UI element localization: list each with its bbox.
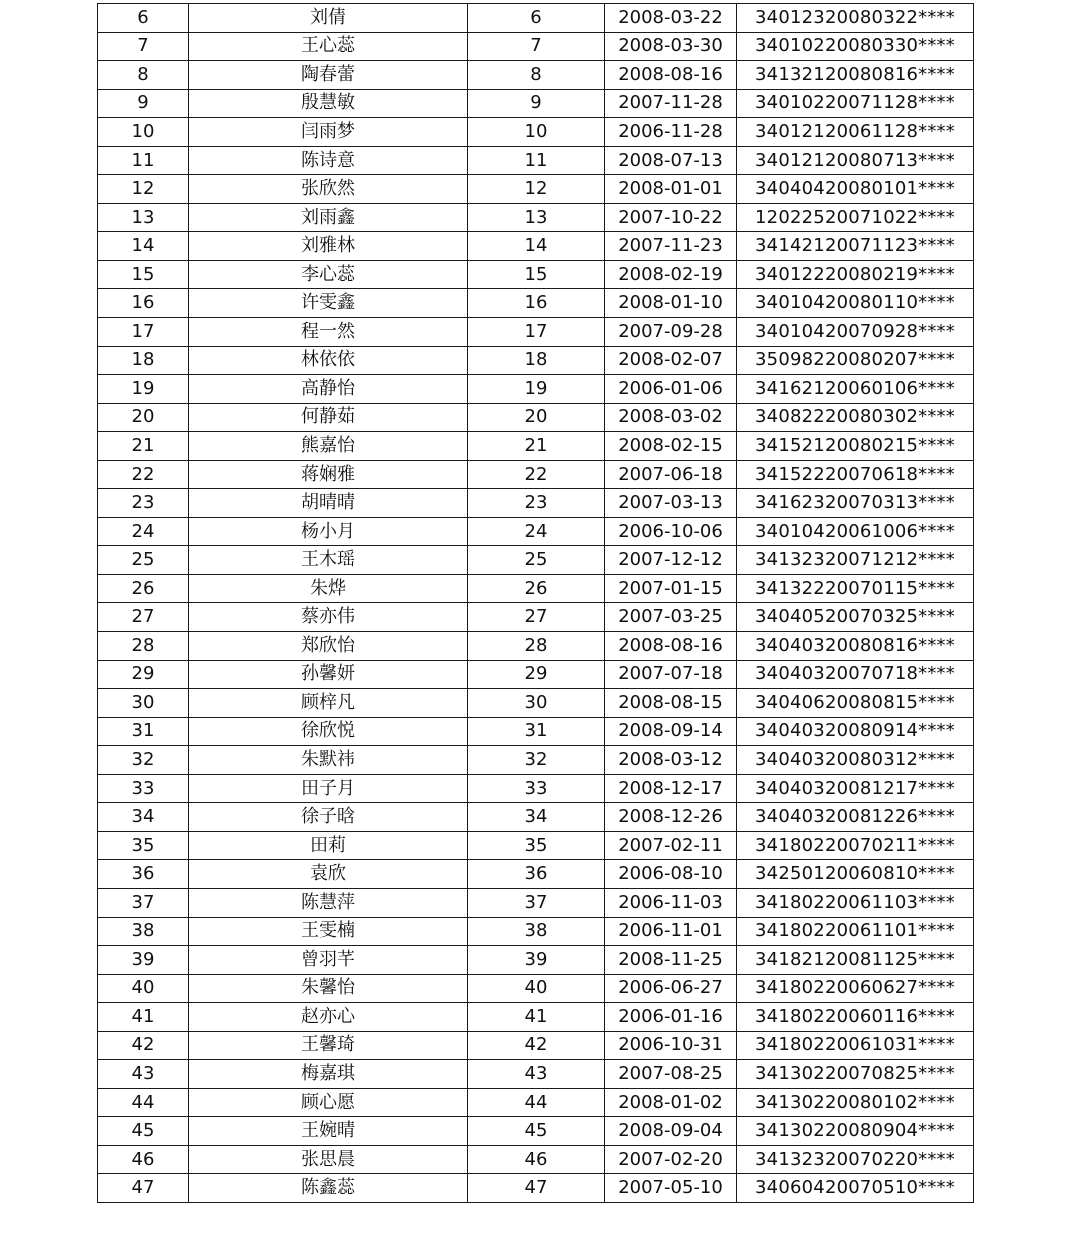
birth-date-cell: 2008-12-26 — [605, 803, 737, 832]
name-cell: 陈鑫蕊 — [189, 1174, 468, 1203]
id-number-cell: 34010420061006**** — [737, 517, 974, 546]
name-cell: 王婉晴 — [189, 1117, 468, 1146]
seq-cell: 46 — [98, 1145, 189, 1174]
table-row — [98, 1060, 974, 1089]
birth-date-cell: 2006-10-31 — [605, 1031, 737, 1060]
table-row — [98, 203, 974, 232]
table-row — [98, 318, 974, 347]
seq-cell: 42 — [98, 1031, 189, 1060]
id-number-cell: 34142120071123**** — [737, 232, 974, 261]
birth-date-cell: 2008-03-22 — [605, 4, 737, 33]
name-cell: 田莉 — [189, 831, 468, 860]
name-cell: 王木瑶 — [189, 546, 468, 575]
seq-cell: 30 — [98, 689, 189, 718]
birth-date-cell: 2008-07-13 — [605, 146, 737, 175]
id-number-cell: 34010420080110**** — [737, 289, 974, 318]
id-number-cell: 34060420070510**** — [737, 1174, 974, 1203]
name-cell: 朱烨 — [189, 574, 468, 603]
table-row — [98, 574, 974, 603]
name-cell: 林依依 — [189, 346, 468, 375]
id-number-cell: 34010420070928**** — [737, 318, 974, 347]
name-cell: 张欣然 — [189, 175, 468, 204]
name-cell: 刘倩 — [189, 4, 468, 33]
seq-cell: 39 — [98, 946, 189, 975]
name-cell: 田子月 — [189, 774, 468, 803]
seq-cell: 12 — [98, 175, 189, 204]
name-cell: 孙馨妍 — [189, 660, 468, 689]
table-row — [98, 517, 974, 546]
number-cell: 33 — [468, 774, 605, 803]
id-number-cell: 34132220070115**** — [737, 574, 974, 603]
id-number-cell: 34040520070325**** — [737, 603, 974, 632]
id-number-cell: 34132320070220**** — [737, 1145, 974, 1174]
id-number-cell: 34082220080302**** — [737, 403, 974, 432]
table-row — [98, 546, 974, 575]
table-row — [98, 1145, 974, 1174]
number-cell: 23 — [468, 489, 605, 518]
number-cell: 32 — [468, 746, 605, 775]
number-cell: 31 — [468, 717, 605, 746]
birth-date-cell: 2007-07-18 — [605, 660, 737, 689]
birth-date-cell: 2007-09-28 — [605, 318, 737, 347]
seq-cell: 41 — [98, 1003, 189, 1032]
seq-cell: 13 — [98, 203, 189, 232]
seq-cell: 47 — [98, 1174, 189, 1203]
name-cell: 陈慧萍 — [189, 888, 468, 917]
seq-cell: 10 — [98, 118, 189, 147]
table-row — [98, 888, 974, 917]
seq-cell: 43 — [98, 1060, 189, 1089]
seq-cell: 29 — [98, 660, 189, 689]
birth-date-cell: 2008-09-14 — [605, 717, 737, 746]
table-row — [98, 1088, 974, 1117]
birth-date-cell: 2006-06-27 — [605, 974, 737, 1003]
birth-date-cell: 2008-02-19 — [605, 260, 737, 289]
name-cell: 赵亦心 — [189, 1003, 468, 1032]
id-number-cell: 34040320080312**** — [737, 746, 974, 775]
id-number-cell: 34180220061101**** — [737, 917, 974, 946]
name-cell: 朱默祎 — [189, 746, 468, 775]
seq-cell: 22 — [98, 460, 189, 489]
name-cell: 徐欣悦 — [189, 717, 468, 746]
number-cell: 17 — [468, 318, 605, 347]
seq-cell: 33 — [98, 774, 189, 803]
name-cell: 高静怡 — [189, 375, 468, 404]
birth-date-cell: 2006-08-10 — [605, 860, 737, 889]
id-number-cell: 34180220061103**** — [737, 888, 974, 917]
id-number-cell: 34040320081226**** — [737, 803, 974, 832]
number-cell: 13 — [468, 203, 605, 232]
birth-date-cell: 2008-08-16 — [605, 61, 737, 90]
table-row — [98, 146, 974, 175]
table-row — [98, 860, 974, 889]
seq-cell: 24 — [98, 517, 189, 546]
id-number-cell: 34182120081125**** — [737, 946, 974, 975]
name-cell: 许雯鑫 — [189, 289, 468, 318]
number-cell: 8 — [468, 61, 605, 90]
number-cell: 27 — [468, 603, 605, 632]
name-cell: 李心蕊 — [189, 260, 468, 289]
id-number-cell: 34012220080219**** — [737, 260, 974, 289]
number-cell: 47 — [468, 1174, 605, 1203]
table-row — [98, 660, 974, 689]
birth-date-cell: 2007-10-22 — [605, 203, 737, 232]
number-cell: 46 — [468, 1145, 605, 1174]
id-number-cell: 34130220080904**** — [737, 1117, 974, 1146]
table-row — [98, 4, 974, 33]
birth-date-cell: 2008-01-01 — [605, 175, 737, 204]
number-cell: 21 — [468, 432, 605, 461]
birth-date-cell: 2007-02-11 — [605, 831, 737, 860]
name-cell: 张思晨 — [189, 1145, 468, 1174]
id-number-cell: 34010220071128**** — [737, 89, 974, 118]
name-cell: 曾羽芊 — [189, 946, 468, 975]
seq-cell: 26 — [98, 574, 189, 603]
seq-cell: 35 — [98, 831, 189, 860]
seq-cell: 9 — [98, 89, 189, 118]
seq-cell: 25 — [98, 546, 189, 575]
number-cell: 9 — [468, 89, 605, 118]
id-number-cell: 34180220070211**** — [737, 831, 974, 860]
table-row — [98, 118, 974, 147]
id-number-cell: 34012120061128**** — [737, 118, 974, 147]
seq-cell: 38 — [98, 917, 189, 946]
number-cell: 28 — [468, 632, 605, 661]
seq-cell: 34 — [98, 803, 189, 832]
number-cell: 41 — [468, 1003, 605, 1032]
table-row — [98, 32, 974, 61]
id-number-cell: 34040320081217**** — [737, 774, 974, 803]
seq-cell: 11 — [98, 146, 189, 175]
birth-date-cell: 2008-11-25 — [605, 946, 737, 975]
name-cell: 杨小月 — [189, 517, 468, 546]
birth-date-cell: 2008-01-02 — [605, 1088, 737, 1117]
number-cell: 25 — [468, 546, 605, 575]
birth-date-cell: 2007-01-15 — [605, 574, 737, 603]
number-cell: 19 — [468, 375, 605, 404]
birth-date-cell: 2006-11-01 — [605, 917, 737, 946]
name-cell: 蔡亦伟 — [189, 603, 468, 632]
seq-cell: 18 — [98, 346, 189, 375]
birth-date-cell: 2007-12-12 — [605, 546, 737, 575]
name-cell: 蒋娴雅 — [189, 460, 468, 489]
number-cell: 20 — [468, 403, 605, 432]
table-row — [98, 774, 974, 803]
number-cell: 44 — [468, 1088, 605, 1117]
seq-cell: 36 — [98, 860, 189, 889]
name-cell: 殷慧敏 — [189, 89, 468, 118]
seq-cell: 21 — [98, 432, 189, 461]
name-cell: 熊嘉怡 — [189, 432, 468, 461]
birth-date-cell: 2007-03-25 — [605, 603, 737, 632]
table-row — [98, 689, 974, 718]
seq-cell: 17 — [98, 318, 189, 347]
id-number-cell: 34180220061031**** — [737, 1031, 974, 1060]
id-number-cell: 35098220080207**** — [737, 346, 974, 375]
name-cell: 顾心愿 — [189, 1088, 468, 1117]
number-cell: 29 — [468, 660, 605, 689]
id-number-cell: 34132120080816**** — [737, 61, 974, 90]
table-row — [98, 260, 974, 289]
id-number-cell: 34130220070825**** — [737, 1060, 974, 1089]
birth-date-cell: 2008-03-02 — [605, 403, 737, 432]
birth-date-cell: 2007-02-20 — [605, 1145, 737, 1174]
id-number-cell: 34040320080914**** — [737, 717, 974, 746]
table-row — [98, 346, 974, 375]
number-cell: 45 — [468, 1117, 605, 1146]
table-row — [98, 175, 974, 204]
seq-cell: 32 — [98, 746, 189, 775]
table-row — [98, 946, 974, 975]
number-cell: 15 — [468, 260, 605, 289]
id-number-cell: 34012320080322**** — [737, 4, 974, 33]
birth-date-cell: 2008-03-30 — [605, 32, 737, 61]
table-row — [98, 831, 974, 860]
number-cell: 14 — [468, 232, 605, 261]
name-cell: 郑欣怡 — [189, 632, 468, 661]
table-row — [98, 460, 974, 489]
id-number-cell: 34180220060116**** — [737, 1003, 974, 1032]
birth-date-cell: 2007-05-10 — [605, 1174, 737, 1203]
table-row — [98, 803, 974, 832]
birth-date-cell: 2007-03-13 — [605, 489, 737, 518]
number-cell: 35 — [468, 831, 605, 860]
birth-date-cell: 2007-06-18 — [605, 460, 737, 489]
number-cell: 38 — [468, 917, 605, 946]
name-cell: 王心蕊 — [189, 32, 468, 61]
seq-cell: 19 — [98, 375, 189, 404]
table-row — [98, 1117, 974, 1146]
id-number-cell: 34180220060627**** — [737, 974, 974, 1003]
id-number-cell: 34152220070618**** — [737, 460, 974, 489]
name-cell: 朱馨怡 — [189, 974, 468, 1003]
table-row — [98, 632, 974, 661]
number-cell: 26 — [468, 574, 605, 603]
table-row — [98, 489, 974, 518]
birth-date-cell: 2008-09-04 — [605, 1117, 737, 1146]
seq-cell: 45 — [98, 1117, 189, 1146]
id-number-cell: 34132320071212**** — [737, 546, 974, 575]
birth-date-cell: 2006-01-16 — [605, 1003, 737, 1032]
table-row — [98, 1174, 974, 1203]
table-row — [98, 1003, 974, 1032]
number-cell: 37 — [468, 888, 605, 917]
name-cell: 程一然 — [189, 318, 468, 347]
table-row — [98, 603, 974, 632]
name-cell: 刘雨鑫 — [189, 203, 468, 232]
number-cell: 16 — [468, 289, 605, 318]
name-cell: 王雯楠 — [189, 917, 468, 946]
id-number-cell: 34162120060106**** — [737, 375, 974, 404]
birth-date-cell: 2006-11-03 — [605, 888, 737, 917]
seq-cell: 23 — [98, 489, 189, 518]
roster-body — [98, 4, 974, 1203]
table-row — [98, 375, 974, 404]
number-cell: 6 — [468, 4, 605, 33]
number-cell: 18 — [468, 346, 605, 375]
name-cell: 陶春蕾 — [189, 61, 468, 90]
birth-date-cell: 2006-10-06 — [605, 517, 737, 546]
seq-cell: 28 — [98, 632, 189, 661]
seq-cell: 44 — [98, 1088, 189, 1117]
table-row — [98, 746, 974, 775]
seq-cell: 6 — [98, 4, 189, 33]
seq-cell: 31 — [98, 717, 189, 746]
number-cell: 11 — [468, 146, 605, 175]
name-cell: 袁欣 — [189, 860, 468, 889]
birth-date-cell: 2008-12-17 — [605, 774, 737, 803]
id-number-cell: 34250120060810**** — [737, 860, 974, 889]
birth-date-cell: 2008-02-07 — [605, 346, 737, 375]
number-cell: 40 — [468, 974, 605, 1003]
name-cell: 梅嘉琪 — [189, 1060, 468, 1089]
name-cell: 徐子晗 — [189, 803, 468, 832]
table-row — [98, 232, 974, 261]
id-number-cell: 34040620080815**** — [737, 689, 974, 718]
birth-date-cell: 2008-01-10 — [605, 289, 737, 318]
seq-cell: 40 — [98, 974, 189, 1003]
name-cell: 胡晴晴 — [189, 489, 468, 518]
name-cell: 顾梓凡 — [189, 689, 468, 718]
number-cell: 10 — [468, 118, 605, 147]
id-number-cell: 34012120080713**** — [737, 146, 974, 175]
number-cell: 39 — [468, 946, 605, 975]
seq-cell: 15 — [98, 260, 189, 289]
birth-date-cell: 2006-11-28 — [605, 118, 737, 147]
number-cell: 22 — [468, 460, 605, 489]
id-number-cell: 34152120080215**** — [737, 432, 974, 461]
seq-cell: 8 — [98, 61, 189, 90]
birth-date-cell: 2008-08-15 — [605, 689, 737, 718]
birth-date-cell: 2008-02-15 — [605, 432, 737, 461]
id-number-cell: 34130220080102**** — [737, 1088, 974, 1117]
seq-cell: 14 — [98, 232, 189, 261]
id-number-cell: 34040420080101**** — [737, 175, 974, 204]
seq-cell: 27 — [98, 603, 189, 632]
name-cell: 陈诗意 — [189, 146, 468, 175]
number-cell: 43 — [468, 1060, 605, 1089]
name-cell: 何静茹 — [189, 403, 468, 432]
table-row — [98, 432, 974, 461]
number-cell: 34 — [468, 803, 605, 832]
birth-date-cell: 2007-08-25 — [605, 1060, 737, 1089]
number-cell: 24 — [468, 517, 605, 546]
number-cell: 42 — [468, 1031, 605, 1060]
table-row — [98, 89, 974, 118]
table-row — [98, 717, 974, 746]
seq-cell: 16 — [98, 289, 189, 318]
id-number-cell: 34040320080816**** — [737, 632, 974, 661]
table-row — [98, 403, 974, 432]
table-row — [98, 61, 974, 90]
table-row — [98, 917, 974, 946]
id-number-cell: 12022520071022**** — [737, 203, 974, 232]
name-cell: 王馨琦 — [189, 1031, 468, 1060]
roster-table — [97, 3, 974, 1203]
name-cell: 刘雅林 — [189, 232, 468, 261]
id-number-cell: 34162320070313**** — [737, 489, 974, 518]
id-number-cell: 34010220080330**** — [737, 32, 974, 61]
birth-date-cell: 2008-08-16 — [605, 632, 737, 661]
id-number-cell: 34040320070718**** — [737, 660, 974, 689]
name-cell: 闫雨梦 — [189, 118, 468, 147]
table-row — [98, 1031, 974, 1060]
seq-cell: 20 — [98, 403, 189, 432]
birth-date-cell: 2008-03-12 — [605, 746, 737, 775]
number-cell: 30 — [468, 689, 605, 718]
table-row — [98, 289, 974, 318]
seq-cell: 7 — [98, 32, 189, 61]
birth-date-cell: 2007-11-28 — [605, 89, 737, 118]
number-cell: 36 — [468, 860, 605, 889]
seq-cell: 37 — [98, 888, 189, 917]
birth-date-cell: 2007-11-23 — [605, 232, 737, 261]
number-cell: 7 — [468, 32, 605, 61]
number-cell: 12 — [468, 175, 605, 204]
birth-date-cell: 2006-01-06 — [605, 375, 737, 404]
table-row — [98, 974, 974, 1003]
